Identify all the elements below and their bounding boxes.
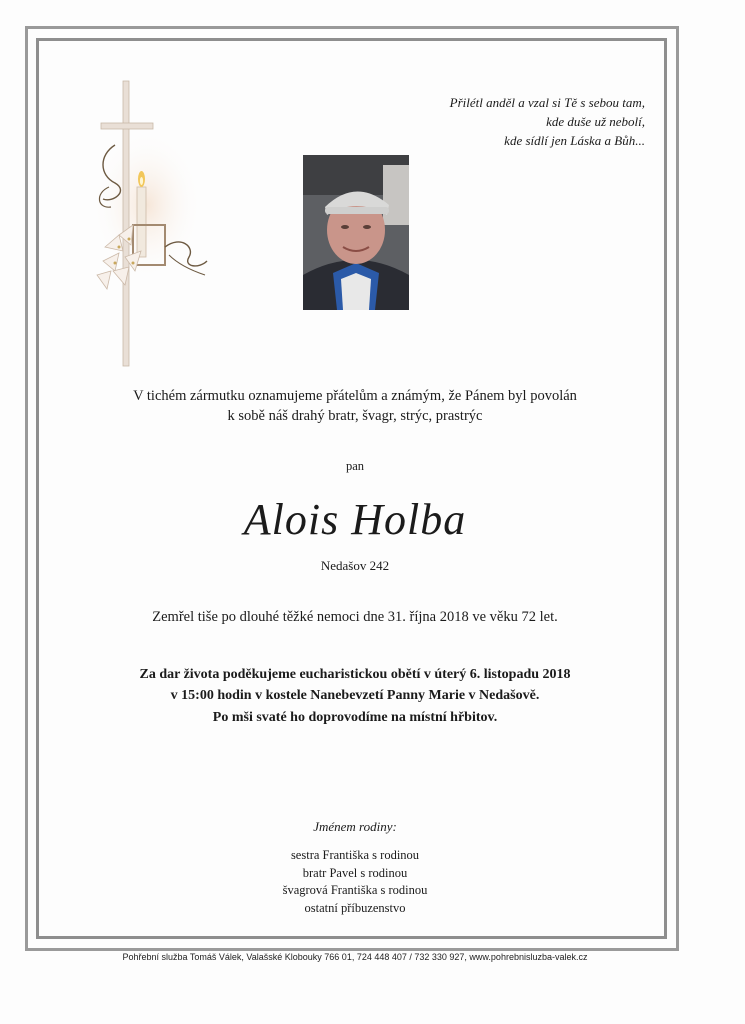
burial-note: Po mši svaté ho doprovodíme na místní hřbitov.	[212, 710, 498, 725]
mass-line: Za dar života poděkujeme eucharistickou obětí v úterý 6. listopadu 2018	[139, 667, 571, 682]
motto-verse	[385, 93, 645, 150]
portrait-icon	[303, 155, 409, 310]
family-title: Jménem rodiny:	[313, 819, 397, 834]
announcement-line: k sobě náš drahý bratr, švagr, strýc, prastrýc	[227, 408, 483, 424]
funeral-service-footer: Pohřební služba Tomáš Válek, Valašské Klobouky 766 01, 724 448 407 / 732 330 927, www.pohrebnisluzba-valek.cz	[122, 952, 588, 962]
address: Nedašov 242	[320, 558, 390, 573]
motto-line: kde duše už nebolí,	[546, 114, 645, 129]
announcement	[60, 386, 650, 426]
announcement-line: V tichém zármutku oznamujeme přátelům a známým, že Pánem byl povolán	[133, 388, 577, 404]
family-list	[0, 847, 710, 917]
family-member: švagrová Františka s rodinou	[282, 883, 428, 897]
cross-candle-lilies-icon	[85, 75, 225, 375]
deceased-photo	[303, 155, 409, 310]
family-member: sestra Františka s rodinou	[290, 848, 420, 862]
mass-announcement	[0, 664, 710, 706]
deceased-name: Alois Holba	[243, 495, 467, 544]
family-member: ostatní příbuzenstvo	[304, 900, 406, 915]
title-prefix: pan	[345, 459, 365, 473]
family-member: bratr Pavel s rodinou	[302, 865, 408, 880]
mass-line: v 15:00 hodin v kostele Nanebevzetí Panny Marie v Nedašově.	[170, 688, 540, 703]
motto-line: kde sídlí jen Láska a Bůh...	[504, 133, 645, 148]
death-note: Zemřel tiše po dlouhé těžké nemoci dne 31. října 2018 ve věku 72 let.	[152, 609, 558, 625]
motto-line: Přilétl anděl a vzal si Tě s sebou tam,	[449, 95, 645, 110]
